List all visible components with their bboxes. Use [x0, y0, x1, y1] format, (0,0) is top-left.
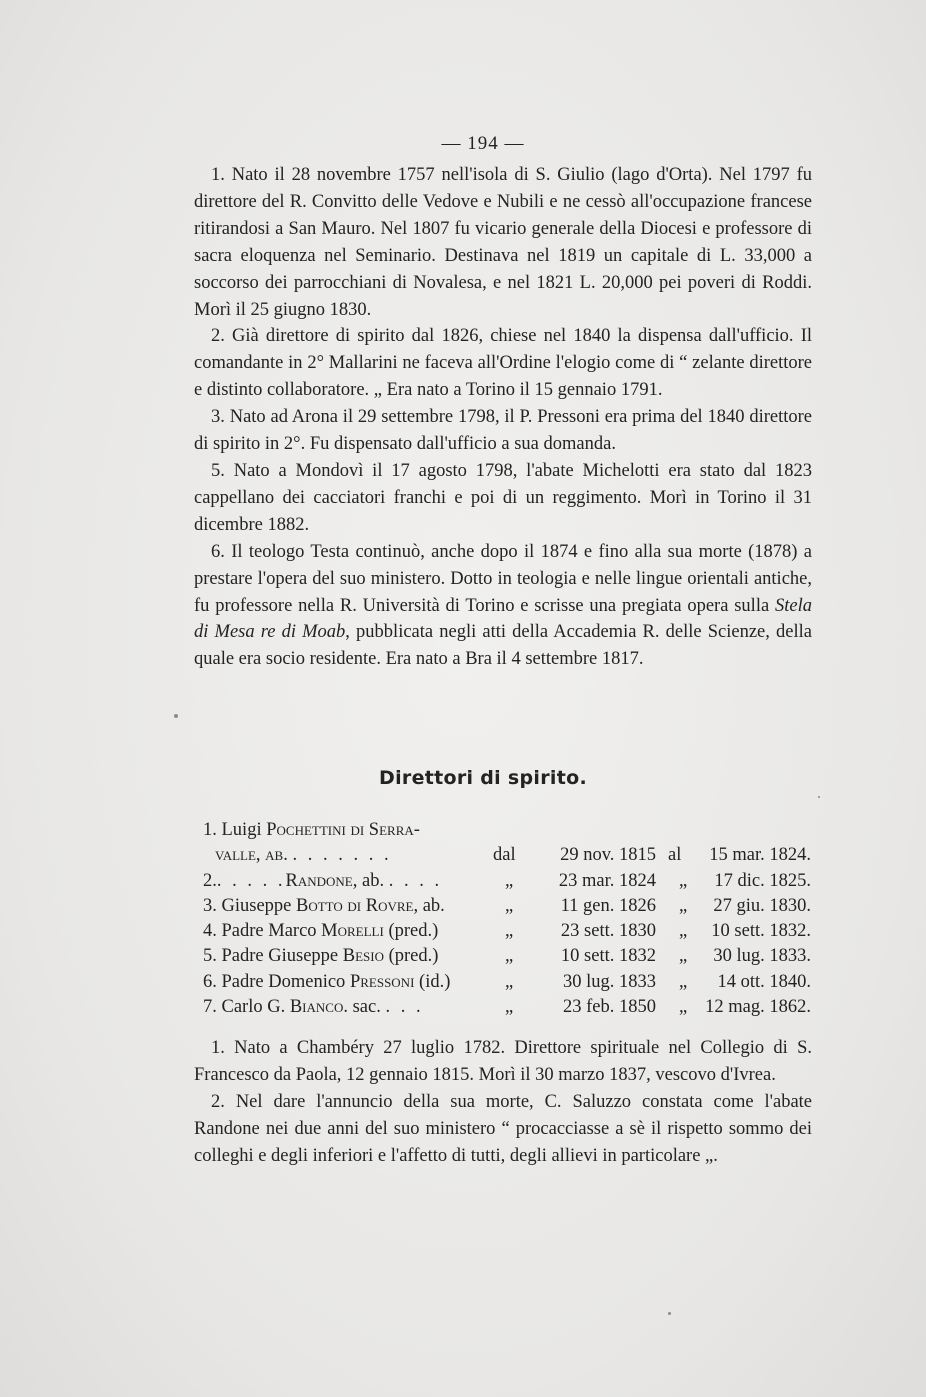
director-name: 4. Padre Marco Morelli (pred.) [203, 921, 439, 942]
director-name: 5. Padre Giuseppe Besio (pred.) [203, 946, 439, 967]
from-date: 23 mar. 1824 [558, 870, 656, 891]
footnote-number: 3. [211, 407, 225, 428]
footnote-text: Nato il 28 novembre 1757 nell'isola di S. Giulio (lago d'Orta). Nel 1797 fu direttore del R. Convitto delle Vedove e Nubili e ne cessò all'occupazione francese ritirandosi a San Mauro. Nel 1807 fu vicario generale della Diocesi e professore di sacra eloquenza nel Seminario. Destinava nel 1819 un capitale di L. 33,000 a soccorso dei parrocchiani di Novalesa, e nel 1821 L. 20,000 pei poveri di Roddi. Morì il 25 giugno 1830. [194, 165, 813, 320]
from-label: dal [493, 845, 516, 866]
paper-speck [818, 796, 820, 798]
footnotes-top [194, 162, 812, 673]
footnote-number: 5. [211, 460, 225, 481]
ditto-mark: „ [679, 971, 688, 992]
directors-list [203, 818, 811, 1020]
paper-speck [668, 1312, 671, 1315]
from-date: 23 feb. 1850 [563, 997, 656, 1018]
to-date: 27 giu. 1830. [713, 895, 811, 916]
ditto-mark: „ [505, 997, 514, 1018]
footnote-number: 6. [211, 541, 225, 562]
to-date: 30 lug. 1833. [713, 946, 811, 967]
to-date: 10 sett. 1832. [711, 921, 811, 942]
footnote-text: Nato ad Arona il 29 settembre 1798, il P. Pressoni era prima del 1840 direttore di spirito in 2°. Fu dispensato dall'ufficio a sua domanda. [194, 407, 813, 455]
to-date: 15 mar. 1824. [709, 845, 811, 866]
footnote-number: 2. [211, 326, 225, 347]
from-date: 10 sett. 1832 [560, 946, 656, 967]
footnote [194, 1089, 812, 1170]
ditto-mark: „ [679, 895, 688, 916]
ditto-mark: „ [505, 870, 514, 891]
ditto-mark: „ [679, 870, 688, 891]
director-name: 3. Giuseppe Botto di Rovre, ab. [203, 895, 445, 916]
ditto-mark: „ [505, 895, 514, 916]
from-date: 23 sett. 1830 [560, 921, 656, 942]
footnote-text: Nel dare l'annuncio della sua morte, C. Saluzzo constata come l'abate Randone nei due anni del suo ministero “ procacciasse a sè il rispetto sommo dei colleghi e degli inferiori e l'affetto di tutti, degli allievi in particolare „. [194, 1091, 813, 1166]
work-title: Stela di Mesa re di Moab [194, 595, 812, 643]
footnote [194, 323, 812, 404]
ditto-mark: „ [679, 921, 688, 942]
director-row [203, 995, 811, 1020]
footnote-number: 1. [211, 1038, 225, 1058]
ditto-mark: „ [505, 946, 514, 967]
ditto-mark: „ [505, 971, 514, 992]
director-name: 6. Padre Domenico Pressoni (id.) [203, 971, 451, 992]
to-label: al [668, 845, 682, 866]
footnote [194, 162, 812, 323]
footnote-text: Nato a Mondovì il 17 agosto 1798, l'abate Michelotti era stato dal 1823 cappellano dei cacciatori franchi e poi di un reggimento. Morì in Torino il 31 dicembre 1882. [194, 460, 812, 535]
to-date: 17 dic. 1825. [714, 870, 811, 891]
footnote-text: , pubblicata negli atti della Accademia R. delle Scienze, della quale era socio residente. Era nato a Bra il 4 settembre 1817. [194, 622, 812, 670]
from-date: 30 lug. 1833 [562, 971, 656, 992]
director-name: 7. Carlo G. Bianco. sac. . . . [203, 997, 424, 1018]
director-row [203, 818, 811, 843]
director-row [203, 894, 811, 919]
footnote [194, 458, 812, 539]
director-name: 2.. . . . .Randone, ab. . . . . [203, 870, 443, 891]
footnote-text: Il teologo Testa continuò, anche dopo il 1874 e fino alla sua morte (1878) a prestare l'opera del suo ministero. Dotto in teologia e nelle lingue orientali antiche, fu professore nella R. Università di Torino e scrisse una pregiata opera sulla [194, 541, 812, 616]
page-number: — 194 — [441, 133, 525, 154]
footnote [194, 1035, 812, 1089]
director-row [203, 970, 811, 995]
ditto-mark: „ [679, 946, 688, 967]
footnote-text: Già direttore di spirito dal 1826, chiese nel 1840 la dispensa dall'ufficio. Il comandante in 2° Mallarini ne faceva all'Ordine l'elogio come di “ zelante direttore e distinto collaboratore. „ Era nato a Torino il 15 gennaio 1791. [194, 326, 812, 401]
director-row [203, 869, 811, 894]
ditto-mark: „ [505, 921, 514, 942]
director-name: valle, ab. . . . . . . . [215, 845, 392, 866]
paper-speck [174, 714, 178, 718]
to-date: 14 ott. 1840. [717, 971, 811, 992]
footnote-number: 2. [211, 1091, 225, 1112]
footnote-text: Nato a Chambéry 27 luglio 1782. Direttore spirituale nel Collegio di S. Francesco da Paola, 12 gennaio 1815. Morì il 30 marzo 1837, vescovo d'Ivrea. [194, 1038, 812, 1085]
footnote [194, 404, 812, 458]
director-row [203, 919, 811, 944]
footnotes-bottom [194, 1035, 812, 1170]
footnote [194, 539, 812, 674]
director-row [203, 843, 811, 868]
director-row [203, 944, 811, 969]
footnote-number: 1. [211, 165, 225, 185]
from-date: 11 gen. 1826 [560, 895, 656, 916]
section-title: Direttori di spirito. [379, 767, 587, 789]
ditto-mark: „ [679, 997, 688, 1018]
from-date: 29 nov. 1815 [560, 845, 656, 866]
director-name: 1. Luigi Pochettini di Serra- [203, 820, 420, 840]
to-date: 12 mag. 1862. [705, 997, 811, 1018]
